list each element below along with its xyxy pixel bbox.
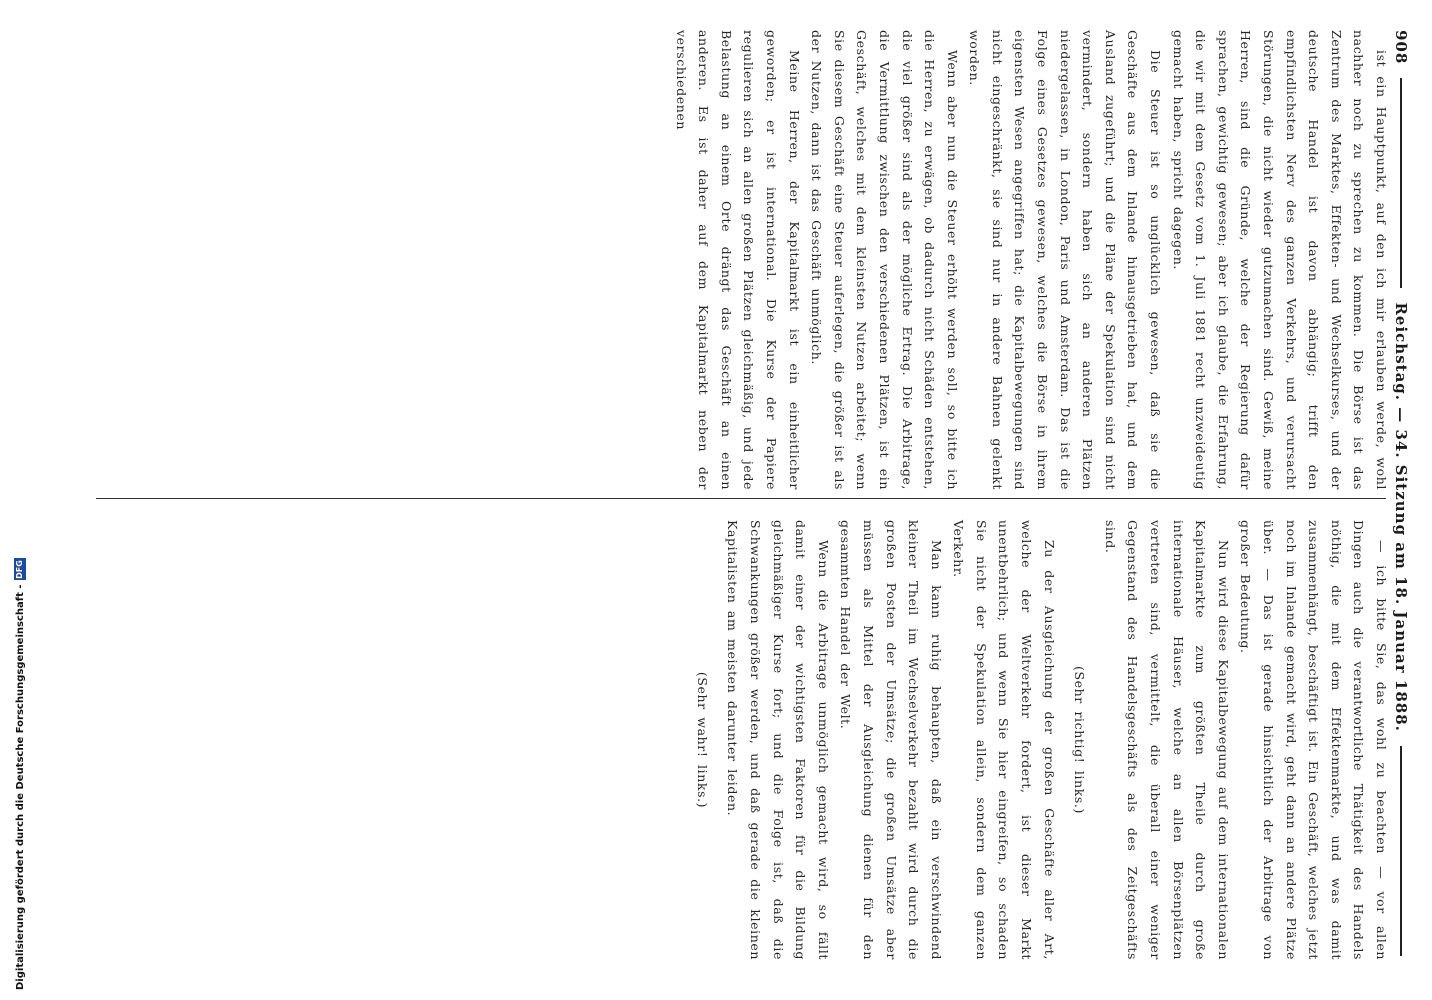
- interjection: (Sehr richtig! links.): [1072, 666, 1088, 814]
- column-divider: [96, 498, 1386, 499]
- header-title: Reichstag. — 34. Sitzung am 18. Januar 1888.: [1392, 302, 1410, 732]
- paragraph: Nun wird diese Kapitalbewegung auf dem internationalen Kapitalmarkte zum größten Theile durch große internationale Häuser, welche an allen Börsenplätzen vertreten sind, vermittelt, die überall einer weniger Gegenstand des Handelsgeschäfts als des Zeitgeschäfts sind.: [1102, 520, 1231, 960]
- paragraph: Die Steuer ist so unglücklich gewesen, daß sie die Geschäfte aus dem Inlande hinausgetrieben hat, und dem Ausland zugeführt; und die Pläne der Spekulation sind nicht vermindert, sondern haben sich an anderen Plätzen niedergelassen, in London, Paris und Amsterdam. Das ist die Folge eines Gesetzes gewesen, welches die Börse in ihrem eigensten Wesen angegriffen hat; die Kapitalbewegungen sind nicht eingeschränkt, sie sind nur in andere Bahnen gelenkt worden.: [967, 30, 1164, 490]
- paragraph: Zu der Ausgleichung der großen Geschäfte aller Art, welche der Weltverkehr fordert, ist dieser Markt unentbehrlich; und wenn Sie hier eingreifen, so schaden Sie nicht der Spekulation allein, sondern dem ganzen Verkehr.: [951, 520, 1057, 960]
- left-column: [112, 30, 1392, 490]
- header-rule-left: [1400, 78, 1402, 288]
- dfg-logo-icon: DFG: [15, 560, 24, 579]
- paragraph: Wenn aber nun die Steuer erhöht werden soll, so bitte ich die Herren, zu erwägen, ob dadurch nicht Schäden entstehen, die viel größer sind als der mögliche Ertrag. Die Arbitrage, die Vermittlung zwischen den verschiedenen Plätzen, ist ein Geschäft, welches mit dem kleinsten Nutzen arbeitet; wenn Sie diesem Geschäft eine Steuer auferlegen, die größer ist als der Nutzen, dann ist das Geschäft unmöglich.: [809, 30, 960, 490]
- paragraph: ist ein Hauptpunkt, auf den ich mir erlauben werde, wohl nachher noch zu sprechen zu kommen. Die Börse ist das Zentrum des Marktes, Effekten- und Wechselkurses, und der deutsche Handel ist davon abhängig; trifft den empfindlichsten Nerv des ganzen Verkehrs, und verursacht Störungen, die nicht wieder gutzumachen sind. Gewiß, meine Herren, sind die Gründe, welche der Regierung dafür sprachen, gewichtig gewesen; aber ich glaube, die Erfahrung, die wir mit dem Gesetz vom 1. Juli 1881 recht unzweideutig gemacht haben, spricht dagegen.: [1170, 30, 1389, 490]
- paragraph: Wenn die Arbitrage unmöglich gemacht wird, so fällt damit einer der wichtigsten Faktoren für die Bildung gleichmäßiger Kurse fort; und die Folge ist, daß die Schwankungen größer werden, und daß gerade die kleinen Kapitalisten am meisten darunter leiden.: [725, 520, 831, 960]
- right-column: [102, 520, 1392, 960]
- digitization-credit: [14, 558, 26, 990]
- paragraph: Man kann ruhig behaupten, daß ein verschwindend kleiner Theil im Wechselverkehr bezahlt wird durch die großen Posten der Umsätze; die großen Umsätze aber müssen als Mittel der Ausgleichung dienen für den gesammten Handel der Welt.: [838, 520, 944, 960]
- paragraph: — ich bitte Sie, das wohl zu beachten — vor allen Dingen auch die verantwortliche Thätigkeit des Handels nöthig, die mit dem Effektenmarkte, und was damit zusammenhängt, beschäftigt ist. Ein Geschäft, welches jetzt noch im Inlande gemacht wird, geht dann an andere Plätze über. — Das ist gerade hinsichtlich der Arbitrage von großer Bedeutung.: [1238, 520, 1389, 960]
- paragraph: Meine Herren, der Kapitalmarkt ist ein einheitlicher geworden; er ist international. Die Kurse der Papiere regulieren sich an allen großen Plätzen gleichmäßig, und jede Belastung an einem Orte drängt das Geschäft an einen anderen. Es ist daher auf dem Kapitalmarkt neben der verschiedenen: [673, 30, 802, 490]
- page-number: 908: [1392, 30, 1410, 65]
- header-rule-right: [1400, 746, 1402, 956]
- credit-text: Digitalisierung gefördert durch die Deutsche Forschungsgemeinschaft -: [14, 584, 26, 990]
- interjection: (Sehr wahr! links.): [694, 671, 710, 809]
